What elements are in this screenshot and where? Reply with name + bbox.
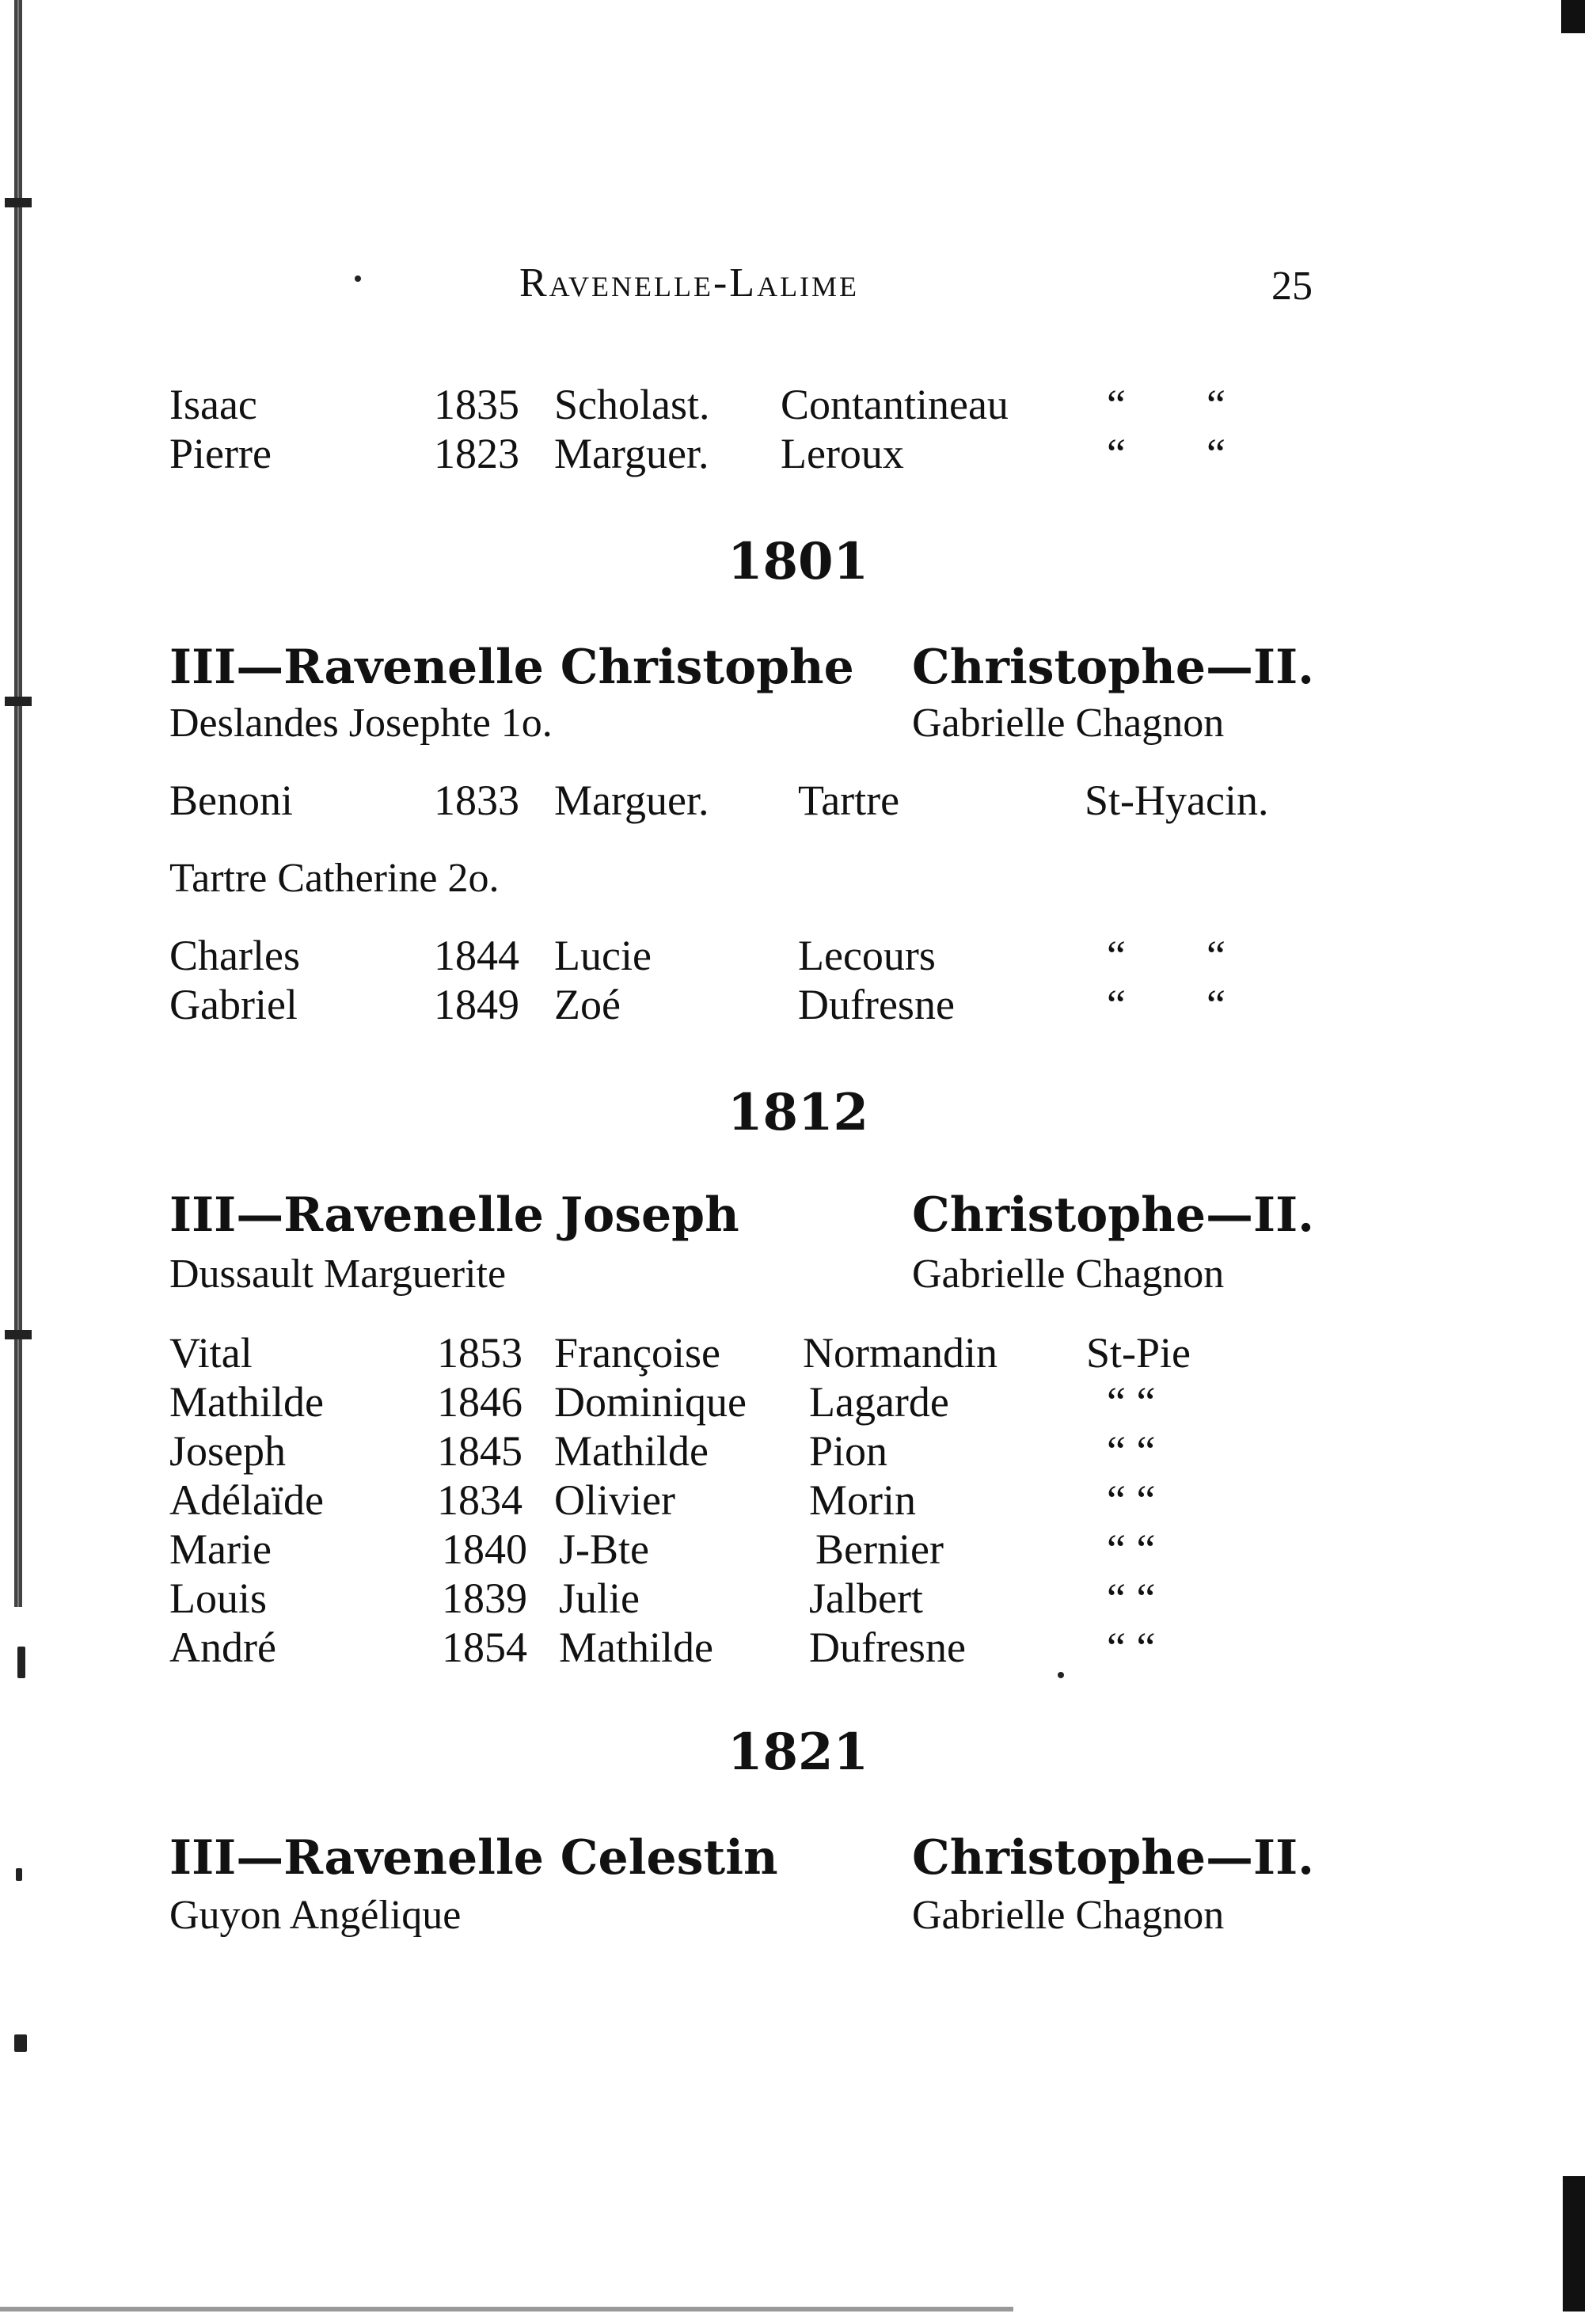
scan-edge-bottom [0,2307,1013,2312]
entry-year: 1835 [434,381,519,428]
family-head-right: Christophe—II. [912,640,1315,695]
entry-place: “ [1107,381,1126,428]
entry-spouse-last: Tartre [798,777,900,824]
entry-name: Louis [169,1575,268,1622]
entry-spouse-last: Lagarde [809,1378,949,1426]
entry-spouse-last: Dufresne [809,1624,966,1671]
entry-year: 1823 [434,430,519,477]
entry-year: 1833 [434,777,519,824]
entry-place: “ “ [1107,1525,1156,1573]
entry-place: “ [1206,932,1226,979]
family-head-left: III—Ravenelle Christophe [169,640,854,695]
wife-name: Tartre Catherine 2o. [169,856,500,901]
entry-name: Adélaïde [169,1476,324,1524]
entry-spouse-last: Contantineau [781,381,1009,428]
wife-name: Deslandes Josephte 1o. [169,701,553,746]
entry-year: 1839 [442,1575,527,1622]
spouse-line [0,1892,1596,1943]
entry-year: 1840 [442,1525,527,1573]
entry-place: St-Pie [1086,1329,1191,1377]
entry-row [0,429,1596,480]
entry-row [0,1476,1596,1526]
parents-name: Gabrielle Chagnon [912,701,1225,746]
entry-name: Benoni [169,777,293,824]
entry-spouse-last: Dufresne [798,981,955,1028]
entry-place: St-Hyacin. [1085,777,1269,824]
entry-name: Charles [169,932,300,979]
entry-place: “ [1206,430,1226,477]
family-head-right: Christophe—II. [912,1187,1315,1243]
entry-spouse-first: Marguer. [554,777,709,824]
entry-place: “ “ [1107,1476,1156,1524]
parents-name: Gabrielle Chagnon [912,1893,1225,1938]
entry-place: “ [1107,932,1126,979]
entry-spouse-first: Lucie [554,932,652,979]
spouse-line [0,700,1596,750]
entry-place: “ “ [1107,1624,1156,1671]
header-dot [355,275,361,282]
entry-name: André [169,1624,276,1671]
second-wife-line [0,855,1596,906]
entry-year: 1846 [437,1378,522,1426]
running-header [0,255,1596,318]
spouse-line [0,1251,1596,1301]
wife-name: Guyon Angélique [169,1893,462,1938]
entry-spouse-first: Françoise [554,1329,720,1377]
running-title: Ravenelle-Lalime [519,260,860,306]
entry-place: “ [1206,381,1226,428]
entry-spouse-first: Mathilde [554,1427,709,1475]
entry-spouse-last: Bernier [815,1525,944,1573]
entry-spouse-last: Leroux [781,430,904,477]
entry-spouse-last: Morin [809,1476,916,1524]
entry-row [0,1328,1596,1379]
entry-name: Vital [169,1329,253,1377]
section-year: 1821 [727,1723,869,1782]
parents-name: Gabrielle Chagnon [912,1252,1225,1297]
entry-place: “ [1107,430,1126,477]
entry-row [0,1377,1596,1428]
entry-row [0,1525,1596,1575]
entry-place: “ “ [1107,1378,1156,1426]
entry-place: “ “ [1107,1427,1156,1475]
entry-row [0,1574,1596,1624]
wife-name: Dussault Marguerite [169,1252,507,1297]
family-heading [0,1830,1596,1889]
entry-spouse-first: Julie [559,1575,640,1622]
entry-name: Pierre [169,430,272,477]
scan-edge-right-bottom [1563,2161,1585,2312]
entry-year: 1853 [437,1329,522,1377]
entry-year: 1834 [437,1476,522,1524]
print-dot [1058,1672,1064,1678]
family-head-left: III—Ravenelle Joseph [169,1187,739,1243]
family-heading [0,1187,1596,1246]
entry-row [0,931,1596,982]
entry-spouse-last: Pion [809,1427,888,1475]
entry-spouse-last: Normandin [803,1329,998,1377]
family-head-left: III—Ravenelle Celestin [169,1830,778,1886]
entry-spouse-first: Mathilde [559,1624,713,1671]
family-head-right: Christophe—II. [912,1830,1315,1886]
entry-year: 1845 [437,1427,522,1475]
entry-year: 1854 [442,1624,527,1671]
page-number: 25 [1271,264,1313,309]
entry-place: “ “ [1107,1575,1156,1622]
entry-spouse-first: Scholast. [554,381,710,428]
entry-row [0,1426,1596,1477]
scan-edge-right-top [1561,0,1585,33]
section-year: 1812 [727,1083,869,1142]
entry-name: Mathilde [169,1378,324,1426]
entry-place: “ [1206,981,1226,1028]
scan-mark [5,198,32,207]
entry-spouse-last: Jalbert [809,1575,923,1622]
entry-row [0,380,1596,431]
entry-spouse-last: Lecours [798,932,936,979]
entry-spouse-first: Zoé [554,981,621,1028]
entry-place: “ [1107,981,1126,1028]
entry-row [0,980,1596,1031]
entry-spouse-first: Olivier [554,1476,675,1524]
entry-year: 1849 [434,981,519,1028]
entry-row [0,1623,1596,1673]
entry-name: Joseph [169,1427,286,1475]
entry-name: Marie [169,1525,272,1573]
family-heading [0,640,1596,698]
entry-spouse-first: Marguer. [554,430,709,477]
entry-name: Gabriel [169,981,298,1028]
entry-name: Isaac [169,381,257,428]
entry-row [0,776,1596,826]
entry-year: 1844 [434,932,519,979]
scan-speck [14,2034,27,2052]
entry-spouse-first: Dominique [554,1378,747,1426]
entry-spouse-first: J-Bte [559,1525,649,1573]
section-year: 1801 [727,532,869,591]
